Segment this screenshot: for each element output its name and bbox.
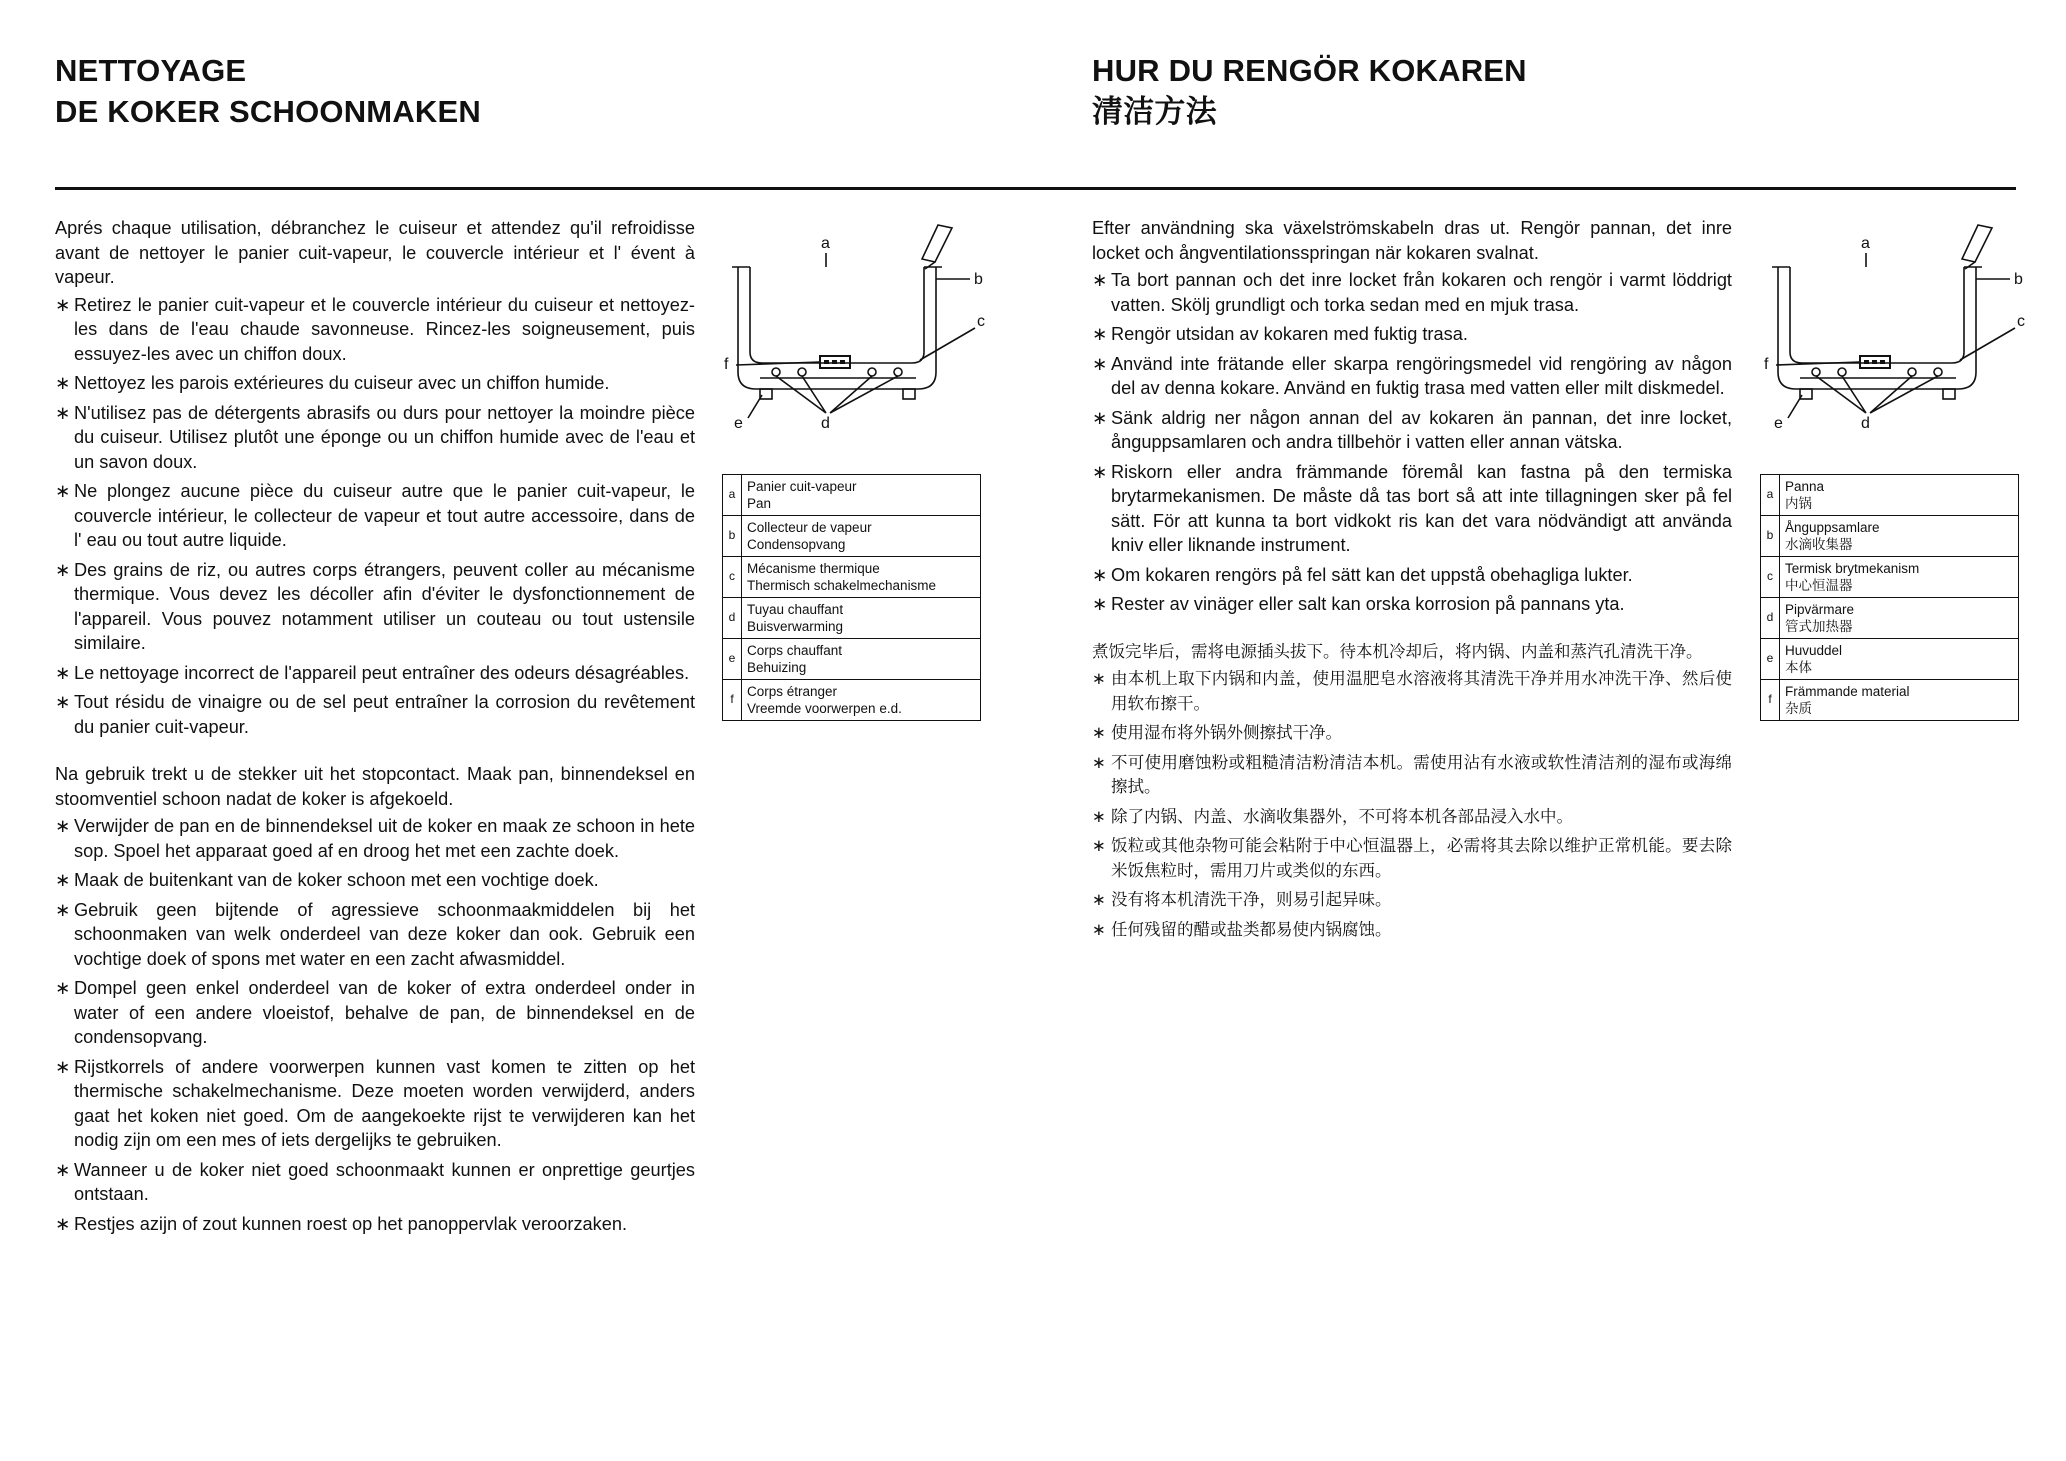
legend-line-2: Condensopvang: [747, 537, 846, 552]
bullet-asterisk: ∗: [55, 662, 71, 683]
bullet-item: [55, 479, 695, 553]
legend-key: f: [1761, 680, 1780, 721]
legend-line-2: Buisverwarming: [747, 619, 844, 634]
bullet-asterisk: ∗: [55, 294, 71, 315]
bullet-item: [1092, 563, 1732, 588]
legend-key: f: [723, 680, 742, 721]
bullet-text: Rester av vinäger eller salt kan orska korrosion på pannans yta.: [1111, 594, 1625, 614]
diagram-label-c: c: [977, 313, 985, 330]
swedish-intro: Efter användning ska växelströmskabeln dras ut. Rengör pannan, det inre locket och ångventilationsspringan när kokaren svalnat.: [1092, 218, 1732, 263]
dutch-bullet-list: [55, 814, 695, 1236]
legend-key: e: [723, 639, 742, 680]
heading-divider: [55, 187, 2016, 190]
legend-line-1: Mécanisme thermique: [747, 560, 880, 576]
french-bullet-list: [55, 293, 695, 740]
swedish-bullet-list: [1092, 268, 1732, 617]
legend-value: [742, 598, 981, 639]
bullet-text: 饭粒或其他杂物可能会粘附于中心恒温器上，必需将其去除以维护正常机能。要去除米饭焦粒时，需用刀片或类似的东西。: [1111, 836, 1732, 880]
legend-row: [1761, 598, 2019, 639]
legend-line-1: Panier cuit-vapeur: [747, 478, 857, 494]
legend-key: d: [723, 598, 742, 639]
legend-line-1: Huvuddel: [1785, 642, 1843, 658]
bullet-asterisk: ∗: [55, 1213, 71, 1234]
bullet-item: [55, 1158, 695, 1207]
bullet-item: [55, 898, 695, 972]
legend-line-1: Corps étranger: [747, 683, 838, 699]
legend-line-2: 管式加热器: [1785, 619, 1853, 634]
legend-value: [742, 557, 981, 598]
bullet-item: [1092, 751, 1732, 800]
bullet-item: [55, 401, 695, 475]
bullet-item: [55, 293, 695, 367]
bullet-asterisk: ∗: [1092, 564, 1108, 585]
right-text-column: [1092, 216, 1732, 947]
bullet-text: 任何残留的醋或盐类都易使内锅腐蚀。: [1111, 919, 1392, 939]
bullet-text: Restjes azijn of zout kunnen roest op het panoppervlak veroorzaken.: [74, 1213, 628, 1234]
legend-row: [1761, 680, 2019, 721]
left-text-column: [55, 216, 695, 1241]
bullet-asterisk: ∗: [1092, 407, 1108, 428]
heading-chinese: 清洁方法: [1092, 94, 1217, 129]
bullet-item: [55, 661, 695, 686]
rice-cooker-diagram-right: [1760, 215, 2030, 445]
thermal-switch-dots: [1864, 360, 1885, 364]
bullet-text: Använd inte frätande eller skarpa rengöringsmedel vid rengöring av någon del av denna kokare. Använd en fuktig trasa med vatten eller milt diskmedel.: [1111, 353, 1732, 398]
parts-legend-table-left: [722, 474, 981, 721]
legend-row: [723, 639, 981, 680]
bullet-asterisk: ∗: [55, 481, 71, 501]
legend-key: a: [723, 475, 742, 516]
legend-row: [723, 680, 981, 721]
legend-line-2: 水滴收集器: [1785, 537, 1853, 552]
bullet-asterisk: ∗: [1092, 836, 1106, 855]
chinese-intro: 煮饭完毕后，需将电源插头拔下。待本机冷却后，将内锅、内盖和蒸汽孔清洗干净。: [1092, 641, 1703, 661]
legend-key: c: [723, 557, 742, 598]
bullet-asterisk: ∗: [55, 899, 71, 920]
bullet-asterisk: ∗: [55, 1159, 71, 1180]
bullet-text: N'utilisez pas de détergents abrasifs ou durs pour nettoyer la moindre pièce du cuiseur. Utilisez plutôt une éponge ou un chiffon humide avec de l'eau et un savon doux.: [74, 402, 695, 472]
diagram-label-c: c: [2017, 313, 2025, 330]
bullet-text: Retirez le panier cuit-vapeur et le couvercle intérieur du cuiseur et nettoyez-les dans de l'eau chaude savonneuse. Rincez-les soigneusement, puis essuyez-les avec un chiffon doux.: [74, 294, 695, 364]
legend-line-1: Tuyau chauffant: [747, 601, 844, 617]
bullet-text: 没有将本机清洗干净，则易引起异味。: [1111, 890, 1392, 909]
diagram-label-f: f: [1764, 356, 1769, 373]
bullet-item: [55, 814, 695, 863]
legend-line-1: Främmande material: [1785, 683, 1910, 699]
bullet-item: [1092, 805, 1732, 830]
dutch-intro: Na gebruik trekt u de stekker uit het stopcontact. Maak pan, binnendeksel en stoomventiel schoon nadat de koker is afgekoeld.: [55, 764, 695, 809]
diagram-label-d: d: [1861, 415, 1870, 432]
diagram-label-b: b: [974, 271, 983, 288]
section-heading-right: [1092, 50, 1527, 132]
bullet-text: 不可使用磨蚀粉或粗糙清洁粉清洁本机。需使用沾有水液或软性清洁剂的湿布或海绵擦拭。: [1111, 752, 1732, 796]
bullet-text: Le nettoyage incorrect de l'appareil peut entraîner des odeurs désagréables.: [74, 662, 690, 683]
bullet-item: [1092, 888, 1732, 913]
legend-key: e: [1761, 639, 1780, 680]
heading-dutch: DE KOKER SCHOONMAKEN: [55, 94, 481, 129]
heading-french: NETTOYAGE: [55, 53, 247, 88]
bullet-asterisk: ∗: [1092, 752, 1106, 772]
legend-line-2: Pan: [747, 496, 772, 511]
bullet-asterisk: ∗: [1092, 270, 1108, 290]
bullet-item: [55, 868, 695, 893]
legend-line-2: Thermisch schakelmechanisme: [747, 578, 937, 593]
bullet-item: [1092, 592, 1732, 617]
bullet-asterisk: ∗: [55, 1056, 71, 1077]
bullet-asterisk: ∗: [1092, 723, 1106, 742]
thermal-switch-dots: [824, 360, 845, 364]
legend-line-1: Termisk brytmekanism: [1785, 560, 1920, 576]
french-intro: Aprés chaque utilisation, débranchez le cuiseur et attendez qu'il refroidisse avant de nettoyer le panier cuit-vapeur, le couvercle intérieur et l' évent à vapeur.: [55, 218, 695, 287]
bullet-text: Dompel geen enkel onderdeel van de koker of extra onderdeel onder in water of een andere vloeistof, behalve de pan, de binnendeksel en de condensopvang.: [74, 978, 695, 1047]
cooker-drawing: [732, 225, 975, 418]
diagram-label-a: a: [1861, 235, 1870, 252]
bullet-asterisk: ∗: [1092, 461, 1108, 482]
section-heading-left: [55, 50, 481, 132]
legend-key: d: [1761, 598, 1780, 639]
legend-line-1: Ånguppsamlare: [1785, 519, 1880, 535]
bullet-text: Ta bort pannan och det inre locket från kokaren och rengör i varmt löddrigt vatten. Skölj grundligt och torka sedan med en mjuk trasa.: [1111, 270, 1732, 315]
diagram-label-f: f: [724, 356, 729, 373]
bullet-asterisk: ∗: [55, 373, 71, 393]
bullet-text: Gebruik geen bijtende of agressieve schoonmaakmiddelen bij het schoonmaken van welk onderdeel van deze koker dan ook. Gebruik een vochtige doek of spons met water en een zacht afwasmiddel.: [74, 899, 695, 969]
bullet-item: [1092, 322, 1732, 347]
legend-key: c: [1761, 557, 1780, 598]
legend-key: b: [723, 516, 742, 557]
rice-cooker-diagram-left: [720, 215, 990, 445]
chinese-bullet-list: [1092, 667, 1732, 942]
legend-key: b: [1761, 516, 1780, 557]
legend-line-2: 杂质: [1785, 701, 1812, 716]
parts-legend-table-right: [1760, 474, 2019, 721]
legend-line-2: Behuizing: [747, 660, 807, 675]
heading-swedish: HUR DU RENGÖR KOKAREN: [1092, 53, 1527, 88]
bullet-text: 除了内锅、内盖、水滴收集器外，不可将本机各部品浸入水中。: [1111, 806, 1573, 826]
rice-cooker-diagram-svg: [1760, 215, 2030, 445]
bullet-item: [55, 1212, 695, 1237]
bullet-asterisk: ∗: [1092, 324, 1108, 344]
bullet-item: [55, 371, 695, 396]
bullet-item: [55, 1055, 695, 1153]
legend-line-2: 内锅: [1785, 496, 1812, 511]
bullet-asterisk: ∗: [55, 559, 71, 580]
bullet-asterisk: ∗: [55, 870, 71, 890]
bullet-item: [1092, 460, 1732, 558]
legend-value: [1780, 598, 2019, 639]
legend-value: [1780, 639, 2019, 680]
bullet-text: Verwijder de pan en de binnendeksel uit de koker en maak ze schoon in hete sop. Spoel het apparaat goed af en droog het met een zachte doek.: [74, 816, 695, 861]
legend-row: [723, 598, 981, 639]
legend-row: [1761, 475, 2019, 516]
legend-line-1: Corps chauffant: [747, 642, 843, 658]
bullet-text: Nettoyez les parois extérieures du cuiseur avec un chiffon humide.: [74, 373, 610, 393]
bullet-text: Rijstkorrels of andere voorwerpen kunnen vast komen te zitten op het thermische schakelmechanisme. Deze moeten worden verwijderd, anders gaat het koken niet goed. Om de aangekoekte rijst te verwijderen kan het nodig zijn om een mes of iets dergelijks te gebruiken.: [74, 1056, 695, 1150]
bullet-asterisk: ∗: [55, 692, 71, 712]
legend-line-2: 本体: [1785, 660, 1812, 675]
legend-key: a: [1761, 475, 1780, 516]
bullet-item: [1092, 918, 1732, 943]
diagram-label-a: a: [821, 235, 830, 252]
legend-row: [1761, 557, 2019, 598]
bullet-text: Om kokaren rengörs på fel sätt kan det uppstå obehagliga lukter.: [1111, 564, 1633, 585]
diagram-label-e: e: [734, 415, 743, 432]
bullet-text: Sänk aldrig ner någon annan del av kokaren än pannan, det inre locket, ånguppsamlaren och andra tillbehör i vatten eller annan vätska.: [1111, 407, 1732, 452]
bullet-item: [1092, 268, 1732, 317]
bullet-text: Rengör utsidan av kokaren med fuktig trasa.: [1111, 324, 1468, 344]
diagram-label-d: d: [821, 415, 830, 432]
legend-value: [1780, 475, 2019, 516]
legend-value: [742, 475, 981, 516]
bullet-text: Tout résidu de vinaigre ou de sel peut entraîner la corrosion du revêtement du panier cuit-vapeur.: [74, 692, 695, 737]
bullet-asterisk: ∗: [1092, 919, 1106, 939]
legend-value: [742, 516, 981, 557]
legend-line-1: Collecteur de vapeur: [747, 519, 872, 535]
legend-row: [723, 557, 981, 598]
legend-row: [1761, 516, 2019, 557]
bullet-text: Riskorn eller andra främmande föremål kan fastna på den termiska brytarmekanismen. De måste då tas bort så att inte tillagningen sker på fel sätt. För att kunna ta bort vidkokt ris kan det vara nödvändigt att använda kniv eller liknande instrument.: [1111, 461, 1732, 555]
legend-line-2: Vreemde voorwerpen e.d.: [747, 701, 902, 716]
rice-cooker-diagram-svg: [720, 215, 990, 445]
bullet-asterisk: ∗: [55, 816, 71, 836]
legend-row: [1761, 639, 2019, 680]
bullet-text: Des grains de riz, ou autres corps étrangers, peuvent coller au mécanisme thermique. Vous devez les décoller afin d'éviter le dysfonctionnement de l'appareil. Vous pouvez notamment utiliser un couteau ou tout ustensile similaire.: [74, 559, 695, 653]
bullet-item: [1092, 667, 1732, 716]
legend-value: [1780, 680, 2019, 721]
bullet-asterisk: ∗: [1092, 353, 1108, 374]
bullet-item: [1092, 721, 1732, 746]
bullet-item: [1092, 834, 1732, 883]
bullet-text: Maak de buitenkant van de koker schoon met een vochtige doek.: [74, 870, 599, 890]
legend-value: [742, 639, 981, 680]
bullet-asterisk: ∗: [1092, 806, 1106, 826]
bullet-item: [1092, 406, 1732, 455]
bullet-item: [55, 558, 695, 656]
bullet-item: [55, 976, 695, 1050]
bullet-text: 由本机上取下内锅和内盖，使用温肥皂水溶液将其清洗干净并用水冲洗干净、然后使用软布擦干。: [1111, 669, 1732, 713]
legend-value: [1780, 516, 2019, 557]
bullet-asterisk: ∗: [1092, 669, 1106, 688]
legend-row: [723, 516, 981, 557]
diagram-label-b: b: [2014, 271, 2023, 288]
bullet-asterisk: ∗: [1092, 594, 1108, 614]
cooker-drawing: [1772, 225, 2015, 418]
legend-value: [742, 680, 981, 721]
bullet-text: 使用湿布将外锅外侧擦拭干净。: [1111, 723, 1342, 742]
bullet-asterisk: ∗: [55, 402, 71, 423]
diagram-label-e: e: [1774, 415, 1783, 432]
legend-line-2: 中心恒温器: [1785, 578, 1853, 593]
bullet-text: Ne plongez aucune pièce du cuiseur autre que le panier cuit-vapeur, le couvercle intérieur, le collecteur de vapeur et tout autre accessoire, dans de l' eau ou tout autre liquide.: [74, 481, 695, 550]
bullet-asterisk: ∗: [1092, 890, 1106, 909]
legend-line-1: Pipvärmare: [1785, 601, 1855, 617]
legend-row: [723, 475, 981, 516]
legend-line-1: Panna: [1785, 478, 1825, 494]
bullet-text: Wanneer u de koker niet goed schoonmaakt kunnen er onprettige geurtjes ontstaan.: [74, 1159, 695, 1204]
legend-value: [1780, 557, 2019, 598]
bullet-item: [1092, 352, 1732, 401]
bullet-item: [55, 690, 695, 739]
bullet-asterisk: ∗: [55, 978, 71, 998]
